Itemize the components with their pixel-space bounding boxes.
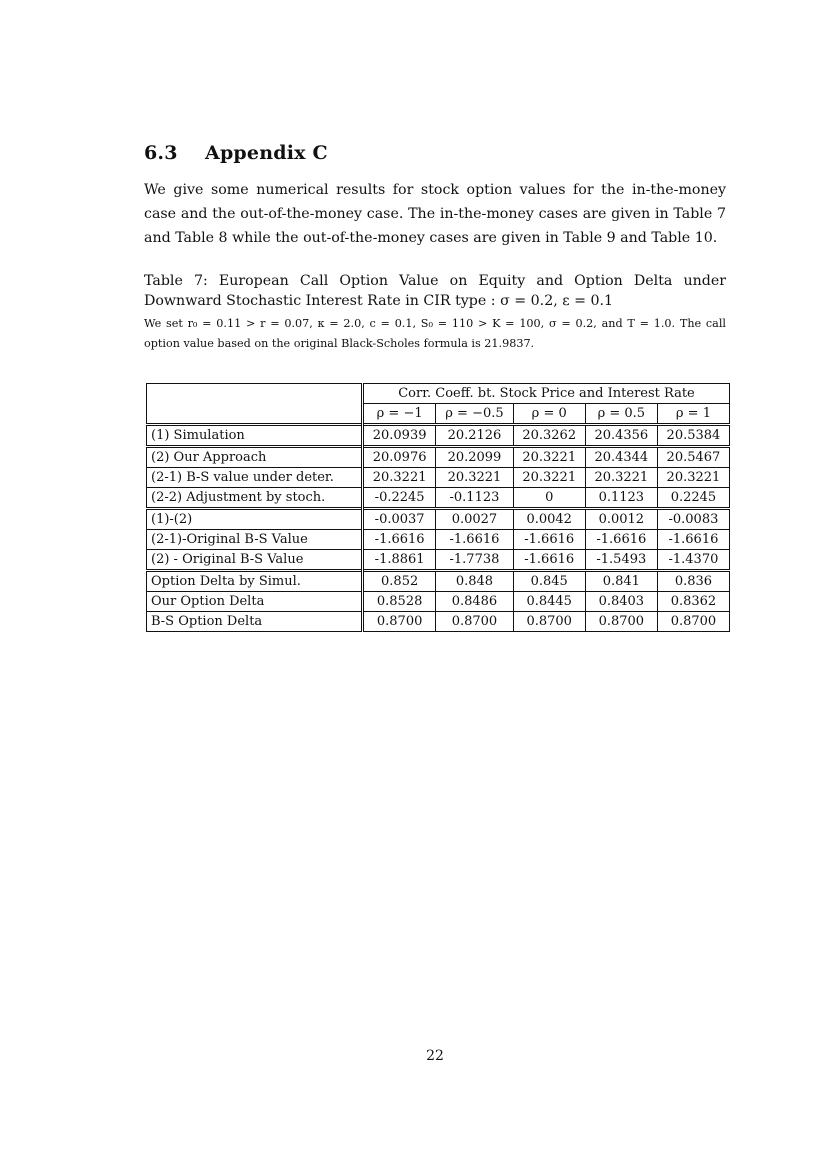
value-cell: -1.6616 [513,530,585,550]
rho-header-cell: ρ = 0.5 [585,404,657,425]
value-cell: -0.2245 [363,488,436,509]
value-cell: 20.3221 [513,447,585,468]
row-label: Option Delta by Simul. [147,571,363,592]
results-table [146,383,730,632]
value-cell: 20.5467 [657,447,729,468]
value-cell: 0.8700 [513,612,585,632]
table-row [147,571,730,592]
rho-header-cell: ρ = −1 [363,404,436,425]
row-label: (1)-(2) [147,509,363,530]
value-cell: -0.0037 [363,509,436,530]
group-header-cell: Corr. Coeff. bt. Stock Price and Interest Rate [363,384,730,404]
section-title: Appendix C [205,142,328,164]
table-row [147,612,730,632]
value-cell: 20.4356 [585,425,657,447]
value-cell: 0.8445 [513,592,585,612]
row-label: (1) Simulation [147,425,363,447]
row-label: (2) Our Approach [147,447,363,468]
section-number: 6.3 [144,142,178,164]
value-cell: -0.0083 [657,509,729,530]
table-row [147,530,730,550]
value-cell: 0.2245 [657,488,729,509]
value-cell: 0 [513,488,585,509]
table-row [147,592,730,612]
table-row [147,425,730,447]
table-row [147,550,730,571]
value-cell: 0.8700 [363,612,436,632]
page-number: 22 [426,1048,444,1064]
value-cell: 0.8486 [436,592,513,612]
value-cell: 20.0976 [363,447,436,468]
value-cell: 20.3221 [436,468,513,488]
rho-header-row [147,404,730,425]
rho-header-cell: ρ = 1 [657,404,729,425]
value-cell: 0.8700 [585,612,657,632]
value-cell: 20.2099 [436,447,513,468]
value-cell: 20.3221 [363,468,436,488]
value-cell: 0.848 [436,571,513,592]
table-caption: Table 7: European Call Option Value on Equity and Option Delta under Downward Stochastic Interest Rate in CIR type : σ = 0.2, ε = 0.1 [144,273,726,309]
value-cell: -1.5493 [585,550,657,571]
value-cell: 0.8700 [436,612,513,632]
section-heading [144,142,328,164]
value-cell: -1.4370 [657,550,729,571]
row-label: (2-2) Adjustment by stoch. [147,488,363,509]
corner-cell [147,384,363,404]
row-label: (2-1) B-S value under deter. [147,468,363,488]
group-header-row [147,384,730,404]
value-cell: 20.3221 [657,468,729,488]
rho-header-cell: ρ = 0 [513,404,585,425]
value-cell: 0.1123 [585,488,657,509]
table-row [147,468,730,488]
value-cell: -1.6616 [363,530,436,550]
value-cell: 0.852 [363,571,436,592]
value-cell: -1.7738 [436,550,513,571]
value-cell: 0.845 [513,571,585,592]
row-label: (2-1)-Original B-S Value [147,530,363,550]
value-cell: 0.8528 [363,592,436,612]
value-cell: 0.0042 [513,509,585,530]
corner-cell-lower [147,404,363,425]
value-cell: 0.0027 [436,509,513,530]
value-cell: 20.4344 [585,447,657,468]
value-cell: 0.8403 [585,592,657,612]
value-cell: 0.0012 [585,509,657,530]
value-cell: -1.6616 [513,550,585,571]
table-note: We set r₀ = 0.11 > r = 0.07, κ = 2.0, c = 0.1, S₀ = 110 > K = 100, σ = 0.2, and T = 1.0. The call option value based on the original Black-Scholes formula is 21.9837. [144,317,726,350]
intro-paragraph: We give some numerical results for stock option values for the in-the-money case and the out-of-the-money case. The in-the-money cases are given in Table 7 and Table 8 while the out-of-the-money cases are given in Table 9 and Table 10. [144,182,726,246]
value-cell: 20.3221 [585,468,657,488]
value-cell: -1.6616 [585,530,657,550]
value-cell: -0.1123 [436,488,513,509]
rho-header-cell: ρ = −0.5 [436,404,513,425]
value-cell: 20.0939 [363,425,436,447]
value-cell: 0.841 [585,571,657,592]
table-row [147,447,730,468]
row-label: B-S Option Delta [147,612,363,632]
table-row [147,488,730,509]
value-cell: 0.8362 [657,592,729,612]
value-cell: -1.6616 [657,530,729,550]
value-cell: -1.8861 [363,550,436,571]
value-cell: 20.5384 [657,425,729,447]
value-cell: 0.8700 [657,612,729,632]
value-cell: -1.6616 [436,530,513,550]
value-cell: 20.3221 [513,468,585,488]
table-row [147,509,730,530]
value-cell: 0.836 [657,571,729,592]
row-label: Our Option Delta [147,592,363,612]
row-label: (2) - Original B-S Value [147,550,363,571]
value-cell: 20.3262 [513,425,585,447]
value-cell: 20.2126 [436,425,513,447]
